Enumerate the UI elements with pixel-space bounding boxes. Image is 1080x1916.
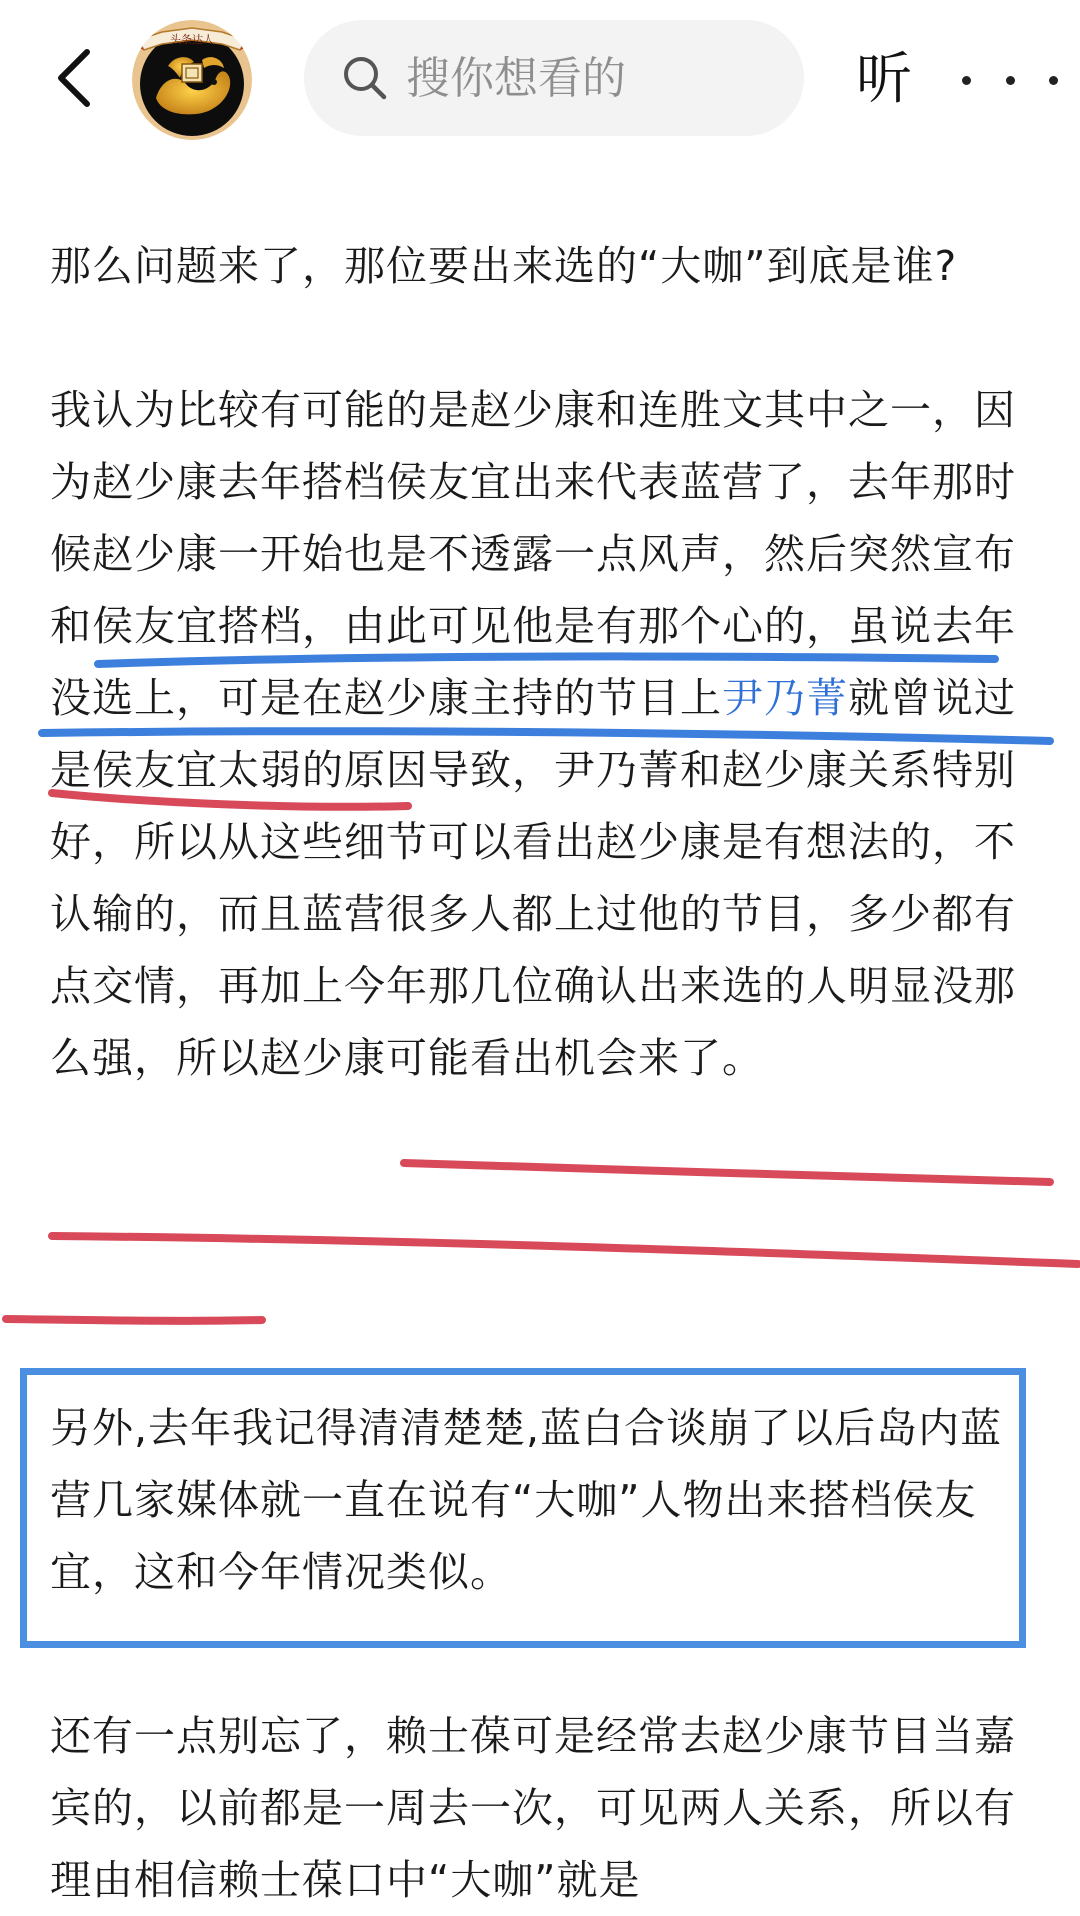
article-body — [50, 230, 1030, 1094]
more-dot-icon — [962, 76, 971, 85]
search-icon — [340, 53, 390, 103]
paragraph-analysis — [50, 374, 1030, 1094]
person-link-yin-naijing[interactable]: 尹乃菁 — [722, 674, 848, 722]
paragraph-final: 还有一点别忘了，赖士葆可是经常去赵少康节目当嘉宾的，以前都是一周去一次，可见两人关系，所以有理由相信赖士葆口中“大咖”就是 — [50, 1712, 1016, 1904]
red-underline-4 — [6, 1319, 262, 1321]
avatar-banner-text: 头条达人 — [170, 33, 214, 46]
paragraph-question: 那么问题来了，那位要出来选的“大咖”到底是谁? — [50, 242, 958, 290]
more-dot-icon — [1049, 76, 1058, 85]
red-underline-3 — [52, 1236, 1078, 1264]
paragraph-analysis-text-a: 我认为比较有可能的是赵少康和连胜文其中之一，因为赵少康去年搭档侯友宜出来代表蓝营了，去年那时候赵少康一开始也是不透露一点风声，然后突然宣布和侯友宜搭档，由此可见他是有那个心的，虽说去年没选上，可是在赵少康主持的节目上 — [50, 386, 1016, 722]
more-options-button[interactable] — [962, 44, 1058, 116]
chevron-left-icon — [55, 48, 91, 108]
red-underline-2 — [404, 1163, 1050, 1182]
listen-button[interactable]: 听 — [856, 47, 912, 112]
back-button[interactable] — [48, 42, 98, 114]
paragraph-boxed: 另外,去年我记得清清楚楚,蓝白合谈崩了以后岛内蓝营几家媒体就一直在说有“大咖”人物出来搭档侯友宜，这和今年情况类似。 — [50, 1404, 1003, 1596]
more-dot-icon — [1006, 76, 1015, 85]
paragraph-analysis-text-b: 就曾说过是侯友宜太弱的原因导致，尹乃菁和赵少康关系特别好，所以从这些细节可以看出赵少康是有想法的，不认输的，而且蓝营很多人都上过他的节目，多少都有点交情，再加上今年那几位确认出来选的人明显没那么强，所以赵少康可能看出机会来了。 — [50, 674, 1016, 1082]
top-bar — [0, 0, 1080, 160]
search-bar[interactable] — [304, 20, 804, 136]
search-input[interactable] — [406, 53, 766, 104]
author-avatar[interactable] — [132, 20, 252, 140]
dragon-logo-icon — [132, 20, 252, 140]
